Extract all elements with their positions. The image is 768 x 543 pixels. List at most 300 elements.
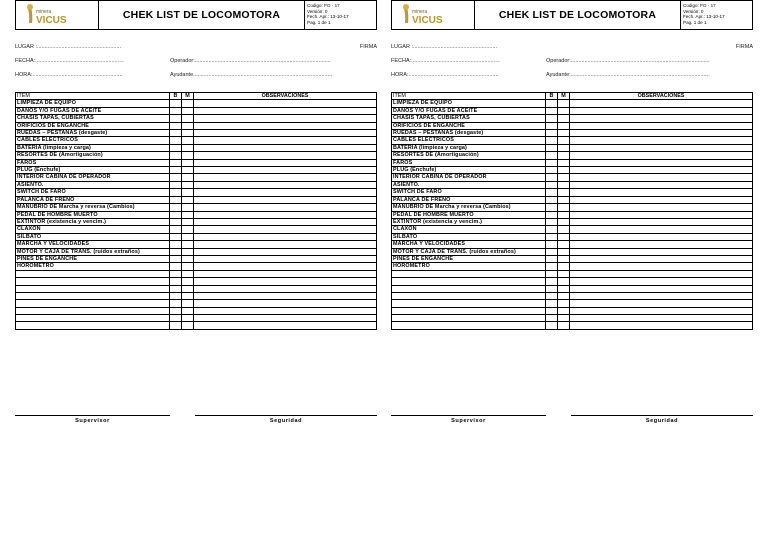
- b-checkbox-cell[interactable]: [170, 278, 182, 285]
- b-checkbox-cell[interactable]: [546, 278, 558, 285]
- observaciones-cell[interactable]: [194, 152, 377, 159]
- b-checkbox-cell[interactable]: [170, 189, 182, 196]
- table-row: [16, 181, 377, 188]
- observaciones-cell[interactable]: [194, 144, 377, 151]
- table-row: [16, 285, 377, 292]
- observaciones-cell[interactable]: [194, 248, 377, 255]
- version-line: Versión: 0: [307, 8, 328, 14]
- observaciones-cell[interactable]: [570, 263, 753, 270]
- observaciones-cell[interactable]: [194, 122, 377, 129]
- b-checkbox-cell[interactable]: [170, 322, 182, 329]
- m-checkbox-cell[interactable]: [558, 100, 570, 107]
- m-checkbox-cell[interactable]: [182, 315, 194, 322]
- observaciones-cell[interactable]: [194, 174, 377, 181]
- item-label: CHASIS TAPAS, CUBIERTAS: [16, 115, 170, 122]
- b-checkbox-cell[interactable]: [546, 144, 558, 151]
- form-title: CHEK LIST DE LOCOMOTORA: [122, 9, 281, 21]
- observaciones-cell[interactable]: [570, 255, 753, 262]
- observaciones-cell[interactable]: [194, 307, 377, 314]
- observaciones-cell[interactable]: [570, 174, 753, 181]
- observaciones-cell[interactable]: [194, 263, 377, 270]
- m-checkbox-cell[interactable]: [182, 204, 194, 211]
- m-checkbox-cell[interactable]: [182, 307, 194, 314]
- table-row: [16, 174, 377, 181]
- item-label: HOROMETRO: [392, 263, 546, 270]
- item-label: LIMPIEZA DE EQUIPO: [16, 100, 170, 107]
- b-checkbox-cell[interactable]: [170, 218, 182, 225]
- m-checkbox-cell[interactable]: [182, 196, 194, 203]
- b-checkbox-cell[interactable]: [170, 115, 182, 122]
- observaciones-cell[interactable]: [570, 278, 753, 285]
- table-row: [16, 255, 377, 262]
- item-label: MANUBRIO DE Marcha y reversa (Cambios): [392, 204, 546, 211]
- form-header: [391, 0, 753, 30]
- item-label: CABLES ELECTRICOS: [16, 137, 170, 144]
- svg-text:minera: minera: [412, 9, 428, 15]
- seguridad-signature: [571, 415, 753, 424]
- seguridad-label: Seguridad: [645, 418, 679, 424]
- observaciones-cell[interactable]: [570, 226, 753, 233]
- m-checkbox-cell[interactable]: [182, 285, 194, 292]
- table-row: [392, 307, 753, 314]
- m-checkbox-cell[interactable]: [558, 322, 570, 329]
- item-label: PALANCA DE FRENO: [392, 196, 546, 203]
- m-checkbox-cell[interactable]: [182, 278, 194, 285]
- observaciones-cell[interactable]: [570, 248, 753, 255]
- m-checkbox-cell[interactable]: [558, 196, 570, 203]
- observaciones-cell[interactable]: [194, 189, 377, 196]
- m-checkbox-cell[interactable]: [558, 241, 570, 248]
- m-checkbox-cell[interactable]: [558, 263, 570, 270]
- table-row: [16, 211, 377, 218]
- observaciones-cell[interactable]: [194, 233, 377, 240]
- table-row: [16, 167, 377, 174]
- m-checkbox-cell[interactable]: [558, 278, 570, 285]
- b-checkbox-cell[interactable]: [170, 226, 182, 233]
- b-checkbox-cell[interactable]: [546, 122, 558, 129]
- b-checkbox-cell[interactable]: [170, 307, 182, 314]
- b-checkbox-cell[interactable]: [546, 115, 558, 122]
- m-checkbox-cell[interactable]: [182, 241, 194, 248]
- ayudante-field[interactable]: Ayudante...........................................................................................: [170, 72, 333, 78]
- b-checkbox-cell[interactable]: [546, 130, 558, 137]
- table-row: [392, 285, 753, 292]
- table-row: [16, 300, 377, 307]
- m-checkbox-cell[interactable]: [558, 233, 570, 240]
- b-checkbox-cell[interactable]: [546, 322, 558, 329]
- table-row: [392, 167, 753, 174]
- table-row: [16, 270, 377, 277]
- b-checkbox-cell[interactable]: [170, 174, 182, 181]
- m-checkbox-cell[interactable]: [182, 167, 194, 174]
- observaciones-cell[interactable]: [194, 196, 377, 203]
- b-checkbox-cell[interactable]: [170, 167, 182, 174]
- observaciones-cell[interactable]: [194, 181, 377, 188]
- observaciones-cell[interactable]: [570, 270, 753, 277]
- m-checkbox-cell[interactable]: [558, 218, 570, 225]
- b-checkbox-cell[interactable]: [546, 292, 558, 299]
- m-checkbox-cell[interactable]: [182, 100, 194, 107]
- item-label: MARCHA Y VELOCIDADES: [392, 241, 546, 248]
- code-line: Codigo: FO - 17: [307, 3, 340, 8]
- observaciones-cell[interactable]: [570, 315, 753, 322]
- ayudante-field[interactable]: Ayudante:...........................................................................................: [546, 72, 710, 78]
- b-checkbox-cell[interactable]: [170, 130, 182, 137]
- observaciones-cell[interactable]: [194, 278, 377, 285]
- observaciones-cell[interactable]: [194, 322, 377, 329]
- m-checkbox-cell[interactable]: [558, 137, 570, 144]
- observaciones-cell[interactable]: [570, 159, 753, 166]
- b-checkbox-cell[interactable]: [170, 122, 182, 129]
- item-label: EXTINTOR (existencia y vencim.): [392, 218, 546, 225]
- b-checkbox-cell[interactable]: [546, 211, 558, 218]
- checklist-rows: [16, 100, 377, 329]
- b-checkbox-cell[interactable]: [170, 270, 182, 277]
- b-checkbox-cell[interactable]: [170, 144, 182, 151]
- table-row: [16, 144, 377, 151]
- observaciones-cell[interactable]: [194, 218, 377, 225]
- m-checkbox-cell[interactable]: [182, 322, 194, 329]
- table-row: [392, 137, 753, 144]
- observaciones-cell[interactable]: [570, 211, 753, 218]
- b-checkbox-cell[interactable]: [170, 300, 182, 307]
- b-checkbox-cell[interactable]: [546, 159, 558, 166]
- table-row: [392, 226, 753, 233]
- item-label: PINES DE ENGANCHE: [392, 255, 546, 262]
- item-label: RESORTES DE (Amortiguación): [392, 152, 546, 159]
- b-checkbox-cell[interactable]: [170, 196, 182, 203]
- b-checkbox-cell[interactable]: [546, 181, 558, 188]
- observaciones-cell[interactable]: [570, 322, 753, 329]
- table-row: [16, 152, 377, 159]
- observaciones-cell[interactable]: [570, 300, 753, 307]
- item-label: INTERIOR CABINA DE OPERADOR: [392, 174, 546, 181]
- table-row: [16, 159, 377, 166]
- observaciones-cell[interactable]: [570, 144, 753, 151]
- b-checkbox-cell[interactable]: [546, 137, 558, 144]
- checklist-table: [15, 92, 377, 330]
- item-label: [392, 270, 546, 277]
- b-checkbox-cell[interactable]: [170, 263, 182, 270]
- observaciones-cell[interactable]: [570, 285, 753, 292]
- observaciones-cell[interactable]: [570, 137, 753, 144]
- m-checkbox-cell[interactable]: [182, 255, 194, 262]
- m-checkbox-cell[interactable]: [182, 181, 194, 188]
- m-checkbox-cell[interactable]: [558, 292, 570, 299]
- m-checkbox-cell[interactable]: [182, 226, 194, 233]
- b-checkbox-cell[interactable]: [170, 292, 182, 299]
- b-checkbox-cell[interactable]: [546, 152, 558, 159]
- item-label: PINES DE ENGANCHE: [16, 255, 170, 262]
- table-row: [392, 292, 753, 299]
- m-checkbox-cell[interactable]: [558, 300, 570, 307]
- form-title: CHEK LIST DE LOCOMOTORA: [498, 9, 657, 21]
- observaciones-cell[interactable]: [194, 107, 377, 114]
- item-label: CLAXON: [392, 226, 546, 233]
- item-label: SWITCH DE FARO: [16, 189, 170, 196]
- m-checkbox-cell[interactable]: [182, 174, 194, 181]
- b-checkbox-cell[interactable]: [546, 241, 558, 248]
- logo-icon: [399, 3, 467, 27]
- observaciones-cell[interactable]: [570, 107, 753, 114]
- observaciones-cell[interactable]: [194, 226, 377, 233]
- b-checkbox-cell[interactable]: [170, 204, 182, 211]
- b-checkbox-cell[interactable]: [546, 263, 558, 270]
- observaciones-cell[interactable]: [570, 115, 753, 122]
- m-checkbox-cell[interactable]: [558, 204, 570, 211]
- item-label: MANUBRIO DE Marcha y reversa (Cambios): [16, 204, 170, 211]
- table-row: [16, 100, 377, 107]
- m-checkbox-cell[interactable]: [182, 115, 194, 122]
- observaciones-cell[interactable]: [194, 130, 377, 137]
- firma-label: FIRMA: [735, 44, 753, 50]
- b-checkbox-cell[interactable]: [546, 100, 558, 107]
- observaciones-cell[interactable]: [570, 181, 753, 188]
- m-checkbox-cell[interactable]: [558, 211, 570, 218]
- item-label: LIMPIEZA DE EQUIPO: [392, 100, 546, 107]
- m-checkbox-cell[interactable]: [558, 115, 570, 122]
- observaciones-cell[interactable]: [194, 115, 377, 122]
- table-row: [392, 263, 753, 270]
- observaciones-cell[interactable]: [194, 292, 377, 299]
- table-row: [16, 307, 377, 314]
- m-checkbox-cell[interactable]: [182, 211, 194, 218]
- observaciones-cell[interactable]: [570, 307, 753, 314]
- b-checkbox-cell[interactable]: [170, 181, 182, 188]
- company-logo: [392, 1, 475, 29]
- table-row: [392, 152, 753, 159]
- table-row: [16, 122, 377, 129]
- m-checkbox-cell[interactable]: [182, 130, 194, 137]
- firma-label: FIRMA: [359, 44, 377, 50]
- m-header: M: [182, 93, 194, 100]
- m-checkbox-cell[interactable]: [558, 152, 570, 159]
- observaciones-cell[interactable]: [570, 233, 753, 240]
- m-checkbox-cell[interactable]: [182, 107, 194, 114]
- code-line: Codigo: FO - 17: [683, 3, 716, 8]
- observaciones-cell[interactable]: [570, 100, 753, 107]
- m-checkbox-cell[interactable]: [558, 189, 570, 196]
- b-checkbox-cell[interactable]: [170, 159, 182, 166]
- table-row: [16, 130, 377, 137]
- b-header: B: [170, 93, 182, 100]
- b-checkbox-cell[interactable]: [546, 315, 558, 322]
- table-row: [392, 300, 753, 307]
- item-label: [392, 292, 546, 299]
- observaciones-cell[interactable]: [194, 241, 377, 248]
- supervisor-label: Supervisor: [451, 418, 486, 424]
- b-checkbox-cell[interactable]: [546, 285, 558, 292]
- table-row: [392, 204, 753, 211]
- observaciones-cell[interactable]: [194, 315, 377, 322]
- m-checkbox-cell[interactable]: [558, 167, 570, 174]
- item-label: RUEDAS – PESTAÑAS (desgaste): [392, 130, 546, 137]
- checklist-rows: [392, 100, 753, 329]
- b-checkbox-cell[interactable]: [546, 248, 558, 255]
- b-checkbox-cell[interactable]: [546, 233, 558, 240]
- item-label: ORIFICIOS DE ENGANCHE: [16, 122, 170, 129]
- item-label: PALANCA DE FRENO: [16, 196, 170, 203]
- m-checkbox-cell[interactable]: [558, 285, 570, 292]
- hora-field[interactable]: HORA:...........................................................: [15, 72, 123, 78]
- operador-field[interactable]: Operador:...........................................................................................: [546, 58, 710, 64]
- m-checkbox-cell[interactable]: [182, 189, 194, 196]
- b-checkbox-cell[interactable]: [546, 226, 558, 233]
- observaciones-cell[interactable]: [570, 196, 753, 203]
- hora-field[interactable]: HORA:...........................................................: [391, 72, 499, 78]
- item-label: BATERIA (limpieza y carga): [392, 144, 546, 151]
- b-checkbox-cell[interactable]: [170, 255, 182, 262]
- table-row: [16, 322, 377, 329]
- m-checkbox-cell[interactable]: [182, 292, 194, 299]
- item-label: MOTOR Y CAJA DE TRANS. (ruidos extraños): [392, 248, 546, 255]
- m-checkbox-cell[interactable]: [558, 159, 570, 166]
- item-label: MOTOR Y CAJA DE TRANS. (ruidos extraños): [16, 248, 170, 255]
- m-checkbox-cell[interactable]: [558, 255, 570, 262]
- table-row: [392, 159, 753, 166]
- observaciones-cell[interactable]: [570, 292, 753, 299]
- table-row: [392, 174, 753, 181]
- b-checkbox-cell[interactable]: [546, 255, 558, 262]
- observaciones-cell[interactable]: [194, 100, 377, 107]
- observaciones-cell[interactable]: [194, 300, 377, 307]
- b-checkbox-cell[interactable]: [546, 196, 558, 203]
- observaciones-cell[interactable]: [570, 189, 753, 196]
- item-label: ASIENTO.: [16, 181, 170, 188]
- observaciones-cell[interactable]: [570, 204, 753, 211]
- item-label: FAROS: [392, 159, 546, 166]
- item-label: SILBATO: [392, 233, 546, 240]
- m-checkbox-cell[interactable]: [182, 122, 194, 129]
- operador-field[interactable]: Operador:.........................................................................................: [170, 58, 331, 64]
- item-label: CABLES ELECTRICOS: [392, 137, 546, 144]
- observaciones-cell[interactable]: [570, 152, 753, 159]
- m-checkbox-cell[interactable]: [558, 130, 570, 137]
- table-row: [392, 130, 753, 137]
- version-line: Versión: 0: [683, 8, 704, 14]
- fecha-field[interactable]: FECHA:..........................................................: [391, 58, 500, 64]
- observaciones-cell[interactable]: [194, 204, 377, 211]
- observaciones-cell[interactable]: [570, 122, 753, 129]
- m-checkbox-cell[interactable]: [182, 218, 194, 225]
- item-label: PLUG (Enchufe): [16, 167, 170, 174]
- b-checkbox-cell[interactable]: [546, 167, 558, 174]
- b-checkbox-cell[interactable]: [170, 107, 182, 114]
- m-checkbox-cell[interactable]: [558, 307, 570, 314]
- m-checkbox-cell[interactable]: [558, 181, 570, 188]
- item-label: [16, 322, 170, 329]
- m-checkbox-cell[interactable]: [182, 137, 194, 144]
- b-checkbox-cell[interactable]: [170, 233, 182, 240]
- m-checkbox-cell[interactable]: [182, 144, 194, 151]
- m-checkbox-cell[interactable]: [558, 122, 570, 129]
- observaciones-cell[interactable]: [570, 167, 753, 174]
- table-row: [16, 137, 377, 144]
- observaciones-header: OBSERVACIONES: [194, 93, 377, 100]
- fecha-field[interactable]: FECHA:..........................................................: [15, 58, 124, 64]
- item-label: RUEDAS – PESTAÑAS (desgaste): [16, 130, 170, 137]
- lugar-field[interactable]: LUGAR :.......................................................: [391, 44, 498, 50]
- b-checkbox-cell[interactable]: [546, 204, 558, 211]
- m-checkbox-cell[interactable]: [182, 270, 194, 277]
- observaciones-cell[interactable]: [570, 130, 753, 137]
- b-checkbox-cell[interactable]: [170, 285, 182, 292]
- observaciones-cell[interactable]: [194, 255, 377, 262]
- observaciones-cell[interactable]: [570, 218, 753, 225]
- b-checkbox-cell[interactable]: [546, 174, 558, 181]
- m-checkbox-cell[interactable]: [558, 144, 570, 151]
- b-checkbox-cell[interactable]: [546, 218, 558, 225]
- observaciones-cell[interactable]: [194, 270, 377, 277]
- b-checkbox-cell[interactable]: [546, 189, 558, 196]
- item-label: [16, 307, 170, 314]
- item-label: PEDAL DE HOMBRE MUERTO: [392, 211, 546, 218]
- item-label: MARCHA Y VELOCIDADES: [16, 241, 170, 248]
- observaciones-cell[interactable]: [194, 159, 377, 166]
- b-checkbox-cell[interactable]: [170, 241, 182, 248]
- item-label: DAÑOS Y/O FUGAS DE ACEITE: [392, 107, 546, 114]
- item-label: [16, 300, 170, 307]
- m-checkbox-cell[interactable]: [558, 174, 570, 181]
- m-checkbox-cell[interactable]: [182, 159, 194, 166]
- m-checkbox-cell[interactable]: [558, 226, 570, 233]
- item-label: RESORTES DE (Amortiguación): [16, 152, 170, 159]
- b-checkbox-cell[interactable]: [546, 270, 558, 277]
- b-checkbox-cell[interactable]: [170, 211, 182, 218]
- b-checkbox-cell[interactable]: [546, 307, 558, 314]
- page-line: Pag. 1 de 1: [307, 19, 331, 25]
- table-row: [16, 248, 377, 255]
- m-checkbox-cell[interactable]: [182, 300, 194, 307]
- b-checkbox-cell[interactable]: [170, 248, 182, 255]
- svg-text:VICUS: VICUS: [412, 15, 443, 26]
- b-checkbox-cell[interactable]: [546, 300, 558, 307]
- item-label: [392, 300, 546, 307]
- item-label: CLAXON: [16, 226, 170, 233]
- table-row: [16, 218, 377, 225]
- observaciones-cell[interactable]: [194, 137, 377, 144]
- item-label: ORIFICIOS DE ENGANCHE: [392, 122, 546, 129]
- m-checkbox-cell[interactable]: [182, 248, 194, 255]
- m-checkbox-cell[interactable]: [182, 152, 194, 159]
- m-checkbox-cell[interactable]: [558, 107, 570, 114]
- b-checkbox-cell[interactable]: [170, 137, 182, 144]
- item-label: [392, 315, 546, 322]
- table-row: [16, 263, 377, 270]
- document-code-box: [680, 1, 752, 29]
- item-label: SILBATO: [16, 233, 170, 240]
- m-checkbox-cell[interactable]: [182, 263, 194, 270]
- b-checkbox-cell[interactable]: [170, 315, 182, 322]
- b-checkbox-cell[interactable]: [546, 107, 558, 114]
- m-checkbox-cell[interactable]: [182, 233, 194, 240]
- m-checkbox-cell[interactable]: [558, 315, 570, 322]
- b-checkbox-cell[interactable]: [170, 152, 182, 159]
- observaciones-cell[interactable]: [194, 167, 377, 174]
- table-row: [16, 278, 377, 285]
- observaciones-cell[interactable]: [194, 285, 377, 292]
- m-checkbox-cell[interactable]: [558, 270, 570, 277]
- table-row: [16, 115, 377, 122]
- m-checkbox-cell[interactable]: [558, 248, 570, 255]
- item-label: SWITCH DE FARO: [392, 189, 546, 196]
- b-checkbox-cell[interactable]: [170, 100, 182, 107]
- observaciones-cell[interactable]: [194, 211, 377, 218]
- item-label: HOROMETRO: [16, 263, 170, 270]
- table-row: [392, 233, 753, 240]
- lugar-field[interactable]: LUGAR :.......................................................: [15, 44, 122, 50]
- observaciones-cell[interactable]: [570, 241, 753, 248]
